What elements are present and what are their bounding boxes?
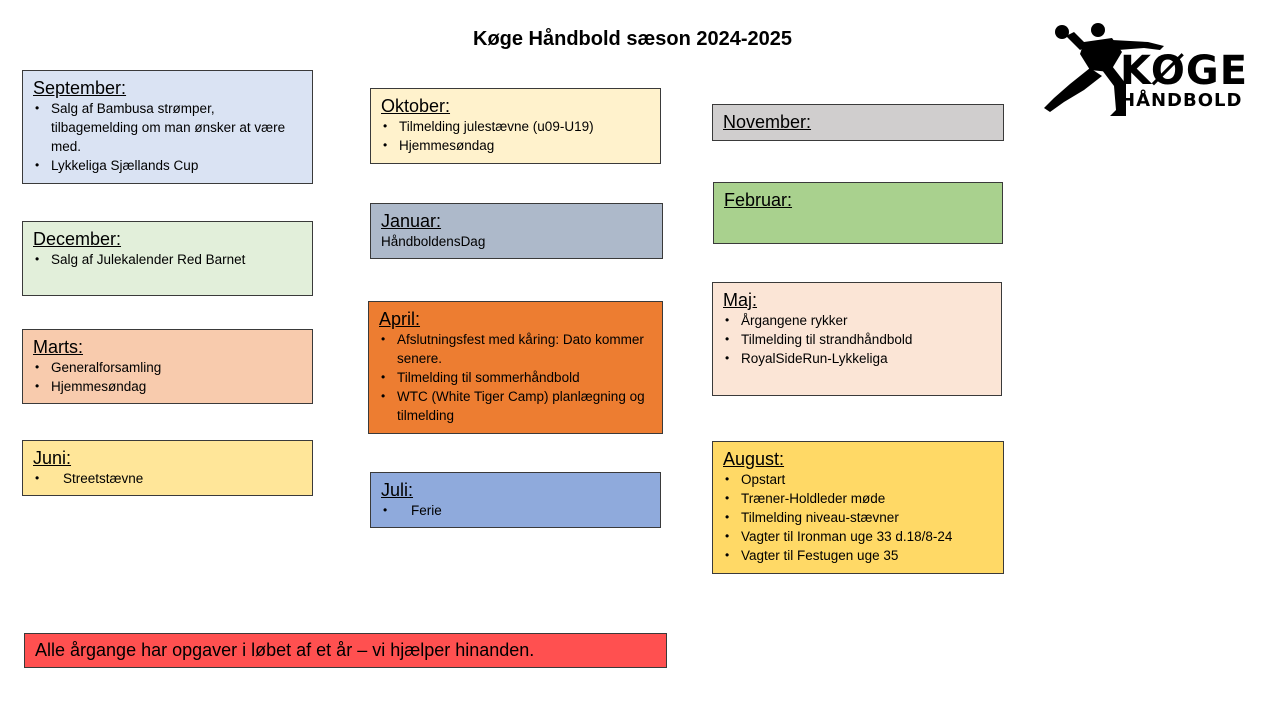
month-title: August: (723, 449, 785, 469)
month-title: Maj: (723, 290, 758, 310)
month-title: Juli: (381, 480, 414, 500)
list-item: • Salg af Bambusa strømper, tilbagemelding om man ønsker at være med. (35, 101, 286, 154)
month-box-juni (22, 440, 313, 496)
list-item: • Vagter til Ironman uge 33 d.18/8-24 (725, 529, 953, 544)
month-box-februar (713, 182, 1003, 244)
month-title: Marts: (33, 337, 84, 357)
month-box-oktober (370, 88, 661, 164)
month-title: Januar: (381, 211, 442, 231)
logo (1120, 48, 1249, 112)
list-item: • Årgangene rykker (725, 313, 848, 328)
list-item: • Tilmelding til sommerhåndbold (381, 370, 580, 385)
month-box-november (712, 104, 1004, 141)
list-item: • RoyalSideRun-Lykkeliga (725, 351, 888, 366)
month-title: April: (379, 309, 421, 329)
month-box-september (22, 70, 313, 184)
month-box-april (368, 301, 663, 434)
list-item: • Tilmelding niveau-stævner (725, 510, 899, 525)
month-title: November: (723, 112, 812, 132)
month-title: September: (33, 78, 127, 98)
list-item: • Generalforsamling (35, 360, 162, 375)
list-item: • Tilmelding julestævne (u09-U19) (383, 119, 594, 134)
month-box-januar (370, 203, 663, 259)
list-item: • WTC (White Tiger Camp) planlægning og tilmelding (381, 389, 645, 423)
list-item: • Lykkeliga Sjællands Cup (35, 158, 199, 173)
page-title: Køge Håndbold sæson 2024-2025 (473, 28, 792, 50)
logo-line-1: KØGE (1120, 48, 1249, 94)
list-item: • Ferie (383, 503, 442, 518)
list-item: • Hjemmesøndag (35, 379, 147, 394)
list-item: • Træner-Holdleder møde (725, 491, 886, 506)
month-title: Oktober: (381, 96, 451, 116)
logo-line-2: HÅNDBOLD (1120, 90, 1243, 111)
month-box-december (22, 221, 313, 296)
footer-banner: Alle årgange har opgaver i løbet af et år – vi hjælper hinanden. (24, 633, 667, 668)
list-item: • Salg af Julekalender Red Barnet (35, 252, 246, 267)
list-item: • Streetstævne (35, 471, 144, 486)
month-box-august (712, 441, 1004, 574)
month-text: HåndboldensDag (381, 234, 486, 249)
month-box-marts (22, 329, 313, 404)
list-item: • Opstart (725, 472, 786, 487)
month-box-juli (370, 472, 661, 528)
list-item: • Afslutningsfest med kåring: Dato kommer senere. (381, 332, 644, 366)
list-item: • Tilmelding til strandhåndbold (725, 332, 913, 347)
list-item: • Vagter til Festugen uge 35 (725, 548, 899, 563)
list-item: • Hjemmesøndag (383, 138, 495, 153)
month-box-maj (712, 282, 1002, 396)
month-title: December: (33, 229, 122, 249)
month-title: Februar: (724, 190, 793, 210)
month-title: Juni: (33, 448, 72, 468)
